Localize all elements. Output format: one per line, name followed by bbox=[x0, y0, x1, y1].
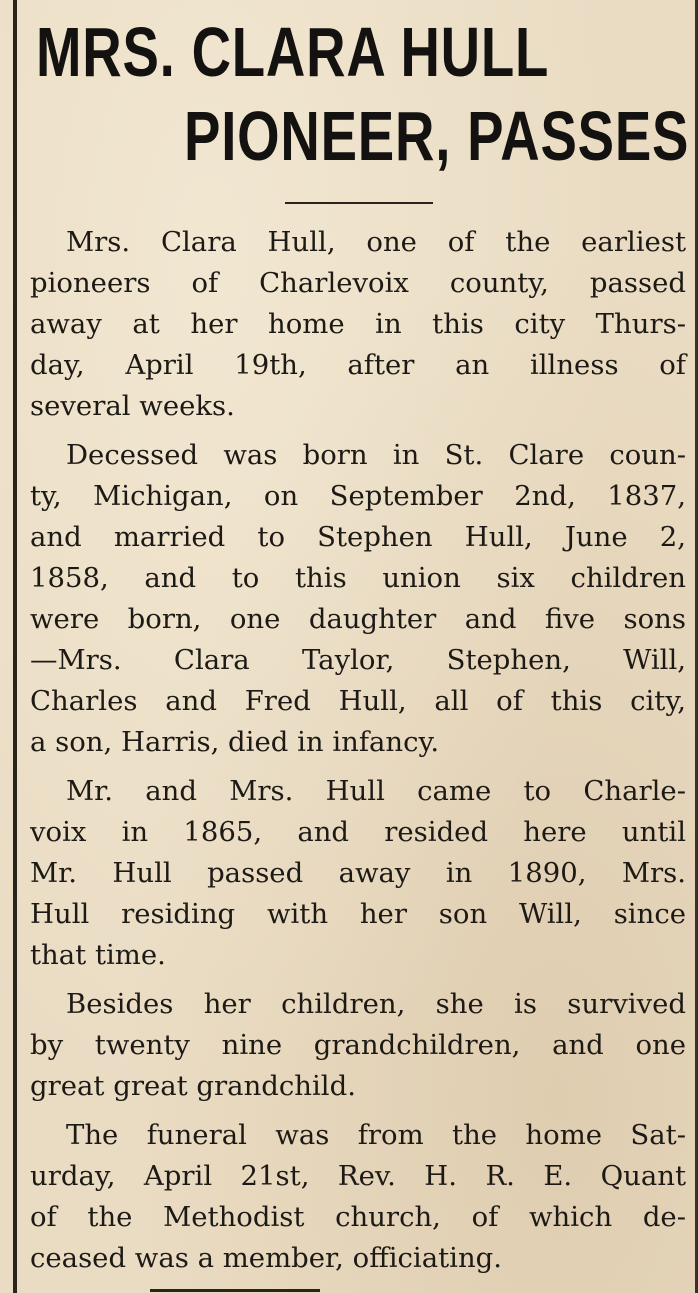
article-line: ty, Michigan, on September 2nd, 1837, bbox=[30, 480, 686, 512]
article-line: pioneers of Charlevoix county, passed bbox=[30, 267, 686, 299]
headline-line-2: PIONEER, PASSES bbox=[184, 97, 690, 175]
article-line: 1858, and to this union six children bbox=[30, 562, 686, 594]
article-line: urday, April 21st, Rev. H. R. E. Quant bbox=[30, 1160, 686, 1192]
article-line: Decessed was born in St. Clare coun- bbox=[66, 439, 686, 471]
column-rule-left bbox=[13, 0, 17, 1293]
article-line: ceased was a member, officiating. bbox=[30, 1242, 503, 1274]
headline-line-1: MRS. CLARA HULL bbox=[36, 13, 550, 91]
article-line: The funeral was from the home Sat- bbox=[66, 1119, 686, 1151]
article-line: of the Methodist church, of which de- bbox=[30, 1201, 686, 1233]
article-line: Mr. and Mrs. Hull came to Charle- bbox=[66, 775, 686, 807]
article-line: —Mrs. Clara Taylor, Stephen, Will, bbox=[30, 644, 686, 676]
bottom-rule bbox=[150, 1289, 320, 1292]
article-line: day, April 19th, after an illness of bbox=[30, 349, 686, 381]
article-line: were born, one daughter and five sons bbox=[30, 603, 686, 635]
article-line: that time. bbox=[30, 939, 166, 971]
article-line: away at her home in this city Thurs- bbox=[30, 308, 686, 340]
article-line: Hull residing with her son Will, since bbox=[30, 898, 686, 930]
article-line: great great grandchild. bbox=[30, 1070, 356, 1102]
article-paragraph bbox=[30, 771, 686, 976]
article-line: Mr. Hull passed away in 1890, Mrs. bbox=[30, 857, 686, 889]
article-paragraph bbox=[30, 222, 686, 427]
article-paragraph bbox=[30, 984, 686, 1107]
article-line: Mrs. Clara Hull, one of the earliest bbox=[66, 226, 686, 258]
article-line: and married to Stephen Hull, June 2, bbox=[30, 521, 686, 553]
article-line: several weeks. bbox=[30, 390, 235, 422]
article-line: Besides her children, she is survived bbox=[66, 988, 686, 1020]
article-line: a son, Harris, died in infancy. bbox=[30, 726, 440, 758]
article-line: Charles and Fred Hull, all of this city, bbox=[30, 685, 686, 717]
article-paragraph bbox=[30, 435, 686, 763]
article-line: voix in 1865, and resided here until bbox=[30, 816, 686, 848]
article-paragraph bbox=[30, 1115, 686, 1279]
article-line: by twenty nine grandchildren, and one bbox=[30, 1029, 686, 1061]
article-body bbox=[30, 222, 686, 1287]
headline-divider bbox=[285, 202, 433, 204]
